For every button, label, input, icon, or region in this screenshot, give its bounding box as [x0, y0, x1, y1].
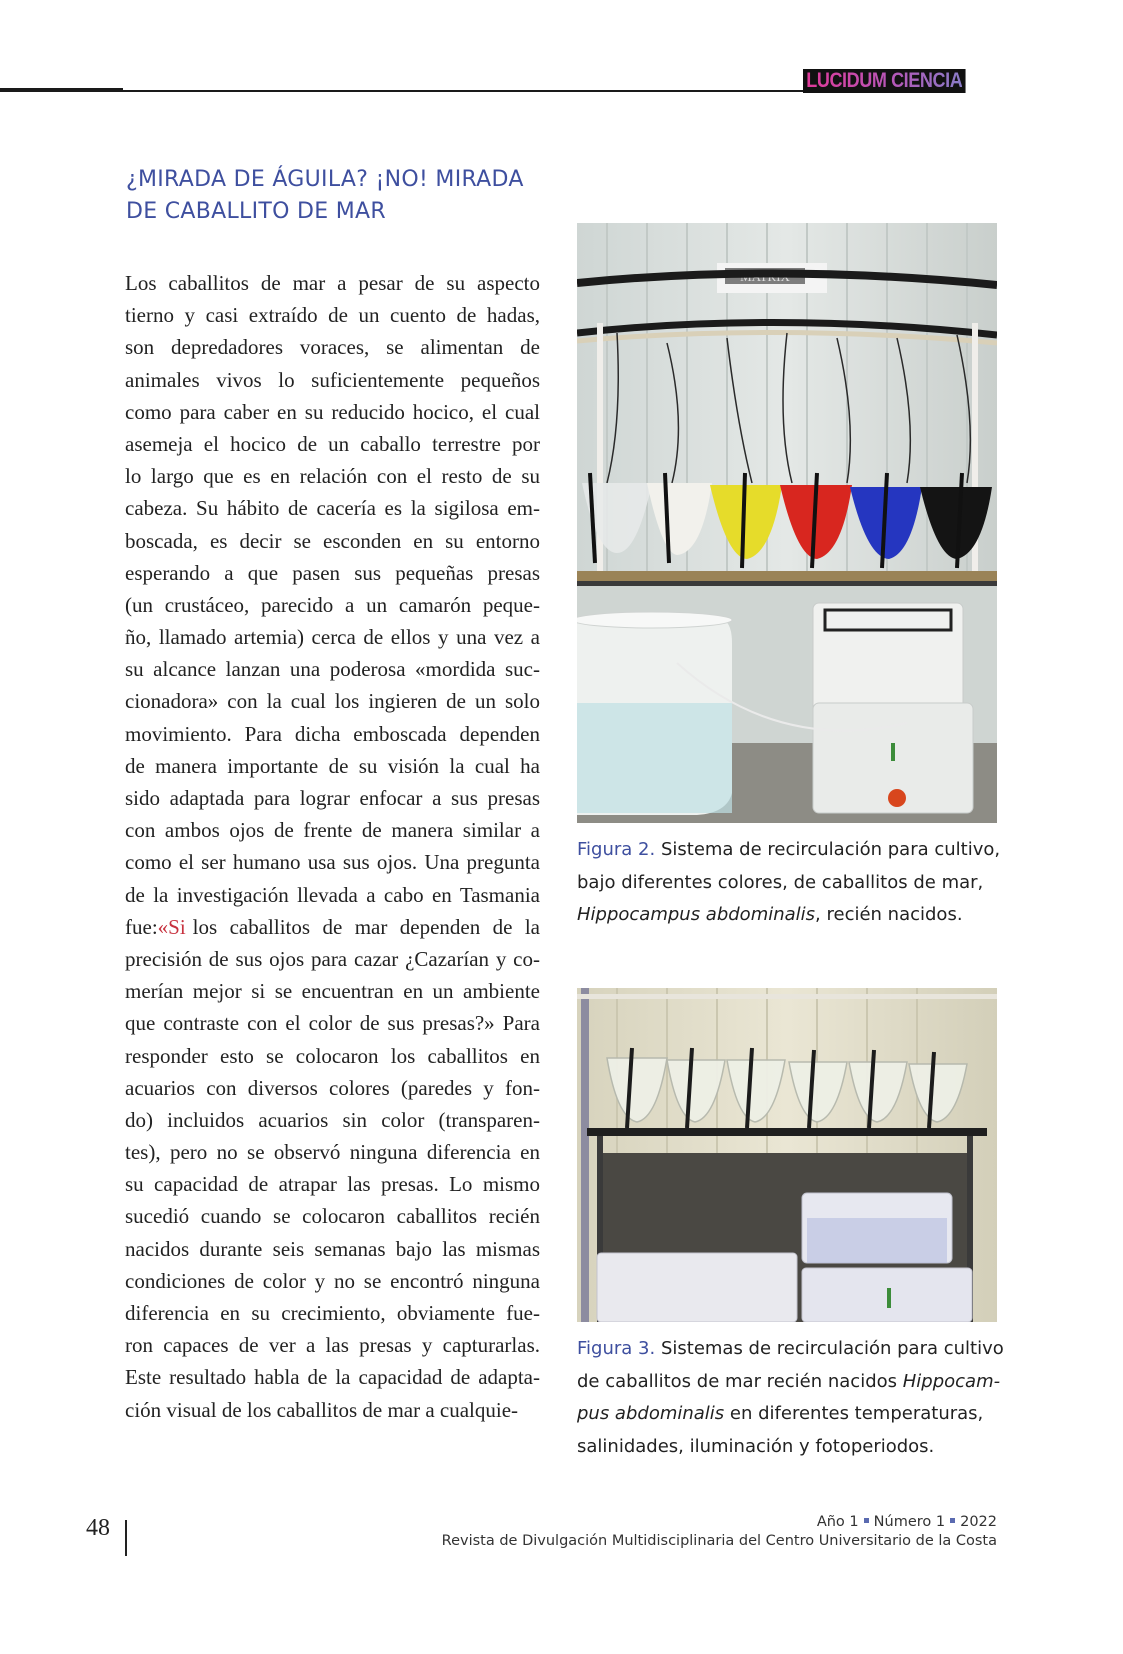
body-line: su alcance lanzan una poderosa «mordida suc-	[125, 657, 540, 682]
aquarium-colored-cones-image	[577, 223, 997, 823]
body-line: Los caballitos de mar a pesar de su aspecto	[125, 271, 540, 295]
title-line: DE CABALLITO DE MAR	[126, 198, 386, 224]
figure-3-caption: Figura 3. Sistemas de recirculación para cultivo de caballitos de mar recién nacidos Hippocam- pus abdominalis en diferentes temperaturas, salinidades, iluminación y fotoperiodos.	[577, 1338, 1004, 1458]
species-name: pus abdominalis	[577, 1403, 725, 1425]
article-section-title	[126, 164, 566, 227]
body-line: animales vivos lo suficientemente pequeños	[125, 367, 540, 392]
figure-label: Figura 3.	[577, 1338, 656, 1359]
square-bullet-icon	[950, 1518, 955, 1523]
body-line: diferencia en su crecimiento, obviamente fue-	[125, 1301, 540, 1325]
figure-label: Figura 2.	[577, 839, 656, 860]
body-line: responder esto se colocaron los caballitos en	[125, 1043, 540, 1068]
body-line: boscada, es decir se esconden en su entorno	[125, 528, 540, 553]
aquarium-clear-tanks-image	[577, 988, 997, 1322]
footer-journal-info	[442, 1513, 997, 1551]
journal-name: Revista de Divulgación Multidisciplinaria del Centro Universitario de la Costa	[441, 1533, 997, 1549]
body-line-quote: fue: «Si los caballitos de mar dependen de la	[125, 911, 540, 943]
title-line: ¿MIRADA DE ÁGUILA? ¡NO! MIRADA	[126, 167, 524, 192]
body-line: lo largo que es en relación con el resto de su	[125, 464, 540, 489]
figure-3-photo	[577, 988, 997, 1322]
body-line: acuarios con diversos colores (paredes y fon-	[125, 1075, 540, 1100]
body-line: tes), pero no se observó ninguna diferencia en	[125, 1140, 540, 1165]
species-name: Hippocam-	[902, 1370, 1001, 1392]
body-line: con ambos ojos de frente de manera similar a	[125, 818, 540, 843]
body-line: nacidos durante seis semanas bajo las mismas	[125, 1236, 540, 1261]
header-rule-thick	[0, 88, 123, 92]
page-number: 48	[86, 1515, 110, 1541]
figure-2-caption: Figura 2. Sistema de recirculación para cultivo, bajo diferentes colores, de caballitos de mar, Hippocampus abdominalis, recién nacidos.	[577, 839, 1001, 926]
body-line: de la investigación llevada a cabo en Tasmania	[125, 882, 540, 907]
body-line: movimiento. Para dicha emboscada dependen	[125, 721, 540, 746]
body-line: asemeja el hocico de un caballo terrestre por	[125, 431, 540, 456]
page-number-divider	[125, 1520, 127, 1556]
body-line: merían mejor si se encuentran en un ambiente	[125, 979, 540, 1004]
body-line: do) incluidos acuarios sin color (transparen-	[125, 1107, 540, 1132]
body-line: esperando a que pasen sus pequeñas presas	[125, 560, 540, 585]
body-line: como el ser humano usa sus ojos. Una pregunta	[125, 850, 540, 875]
body-line: son depredadores voraces, se alimentan de	[125, 335, 540, 360]
body-line: sido adaptada para lograr enfocar a sus presas	[125, 786, 540, 810]
svg-text:MATRIX: MATRIX	[740, 269, 790, 284]
square-bullet-icon	[864, 1518, 869, 1523]
journal-brand-badge: LUCIDUM CIENCIA	[803, 69, 966, 93]
body-line: Este resultado habla de la capacidad de adapta-	[125, 1365, 540, 1390]
body-line: ron capaces de ver a las presas y capturarlas.	[125, 1333, 540, 1358]
body-line: cionadora» con la cual los ingieren de un solo	[125, 689, 540, 714]
body-line: su capacidad de atrapar las presas. Lo mismo	[125, 1172, 540, 1197]
body-line: ño, llamado artemia) cerca de ellos y una vez a	[125, 625, 540, 650]
body-line: precisión de sus ojos para cazar ¿Cazarían y co-	[125, 946, 540, 971]
body-line: (un crustáceo, parecido a un camarón peque-	[125, 592, 540, 617]
article-body	[125, 267, 540, 1426]
body-line: condiciones de color y no se encontró ninguna	[125, 1268, 540, 1293]
species-name: Hippocampus abdominalis	[577, 904, 816, 926]
figure-2-photo	[577, 223, 997, 823]
body-line: sucedió cuando se colocaron caballitos recién	[125, 1204, 540, 1229]
issue-line: Año 1 Número 1 2022	[816, 1514, 997, 1530]
body-line: que contraste con el color de sus presas?» Para	[125, 1011, 540, 1036]
header-rule	[123, 90, 803, 92]
body-line: tierno y casi extraído de un cuento de hadas,	[125, 303, 540, 328]
body-line: de manera importante de su visión la cual ha	[125, 753, 540, 778]
body-line: cabeza. Su hábito de cacería es la sigilosa em-	[125, 496, 540, 521]
body-line: como para caber en su reducido hocico, el cual	[125, 399, 540, 424]
body-line: ción visual de los caballitos de mar a cualquie-	[125, 1397, 519, 1422]
quote-highlight: «Si	[157, 914, 186, 939]
